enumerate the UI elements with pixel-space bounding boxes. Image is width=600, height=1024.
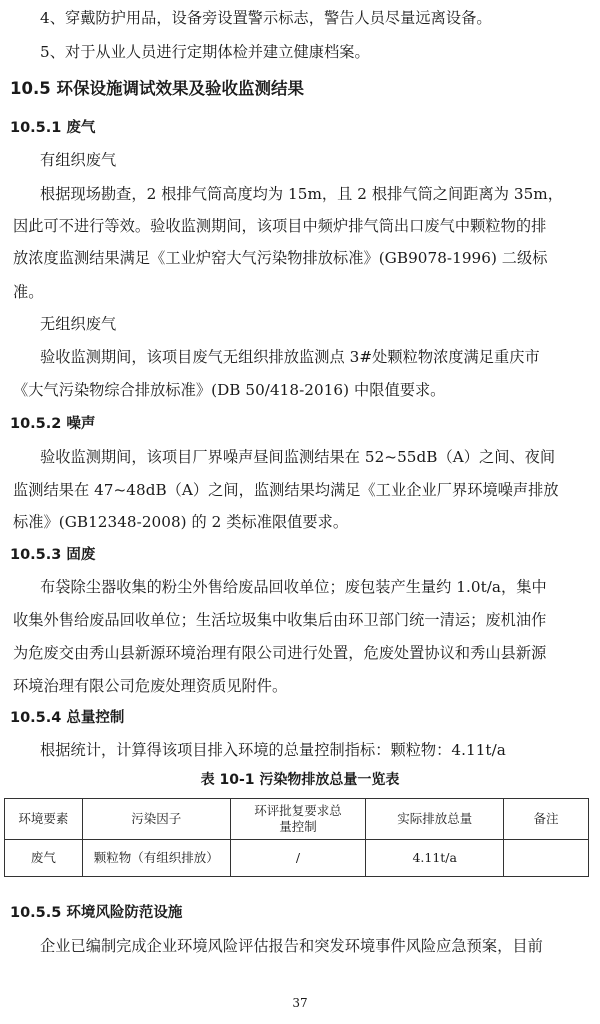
paragraph-heading-unorganized: 无组织废气 [40,315,117,333]
paragraph-line: 收集外售给废品回收单位；生活垃圾集中收集后由环卫部门统一清运；废机油作 [13,611,547,629]
paragraph-line: 验收监测期间，该项目废气无组织排放监测点 3#处颗粒物浓度满足重庆市 [40,348,540,366]
table-cell: 颗粒物（有组织排放） [82,840,230,877]
paragraph-line: 验收监测期间，该项目厂界噪声昼间监测结果在 52~55dB（A）之间、夜间 [40,448,556,466]
table-header-row [5,799,589,840]
paragraph-heading-organized: 有组织废气 [40,151,117,169]
subsection-heading-10-5-1: 10.5.1 废气 [10,120,96,136]
paragraph-line: 标准》(GB12348-2008) 的 2 类标准限值要求。 [13,513,349,531]
table-header-cell: 污染因子 [82,799,230,840]
header-line: 量控制 [279,819,317,834]
paragraph-line: 企业已编制完成企业环境风险评估报告和突发环境事件风险应急预案，目前 [40,937,543,955]
subsection-heading-10-5-5: 10.5.5 环境风险防范设施 [10,905,183,921]
table-cell: 废气 [5,840,83,877]
paragraph-line: 环境治理有限公司危废处理资质见附件。 [13,677,288,695]
table-row [5,840,589,877]
list-item-4: 4、穿戴防护用品，设备旁设置警示标志，警告人员尽量远离设备。 [40,9,492,27]
table-cell: 4.11t/a [366,840,504,877]
paragraph-line: 监测结果在 47~48dB（A）之间，监测结果均满足《工业企业厂界环境噪声排放 [13,481,559,499]
subsection-heading-10-5-2: 10.5.2 噪声 [10,416,96,432]
header-line: 环评批复要求总 [254,803,342,818]
paragraph-line: 根据现场勘查，2 根排气筒高度均为 15m，且 2 根排气筒之间距离为 35m， [40,185,563,203]
table-cell: / [230,840,366,877]
paragraph-line: 因此可不进行等效。验收监测期间，该项目中频炉排气筒出口废气中颗粒物的排 [13,217,547,235]
table-cell [504,840,589,877]
paragraph-line: 为危废交由秀山县新源环境治理有限公司进行处置，危废处置协议和秀山县新源 [13,644,547,662]
page-number: 37 [292,996,308,1010]
table-caption: 表 10-1 污染物排放总量一览表 [200,772,400,788]
paragraph-line: 《大气污染物综合排放标准》(DB 50/418-2016) 中限值要求。 [13,381,446,399]
subsection-heading-10-5-3: 10.5.3 固废 [10,547,96,563]
paragraph-line: 准。 [13,283,44,301]
paragraph-line: 根据统计，计算得该项目排入环境的总量控制指标：颗粒物：4.11t/a [40,741,506,759]
list-item-5: 5、对于从业人员进行定期体检并建立健康档案。 [40,43,370,61]
table-header-cell: 环境要素 [5,799,83,840]
pollutant-total-table [4,798,589,877]
paragraph-line: 放浓度监测结果满足《工业炉窑大气污染物排放标准》(GB9078-1996) 二级标 [13,249,548,267]
table-header-cell: 实际排放总量 [366,799,504,840]
paragraph-line: 布袋除尘器收集的粉尘外售给废品回收单位；废包装产生量约 1.0t/a，集中 [40,578,547,596]
subsection-heading-10-5-4: 10.5.4 总量控制 [10,710,125,726]
table-header-cell [230,799,366,840]
section-heading-10-5: 10.5 环保设施调试效果及验收监测结果 [10,79,304,98]
table-header-cell: 备注 [504,799,589,840]
